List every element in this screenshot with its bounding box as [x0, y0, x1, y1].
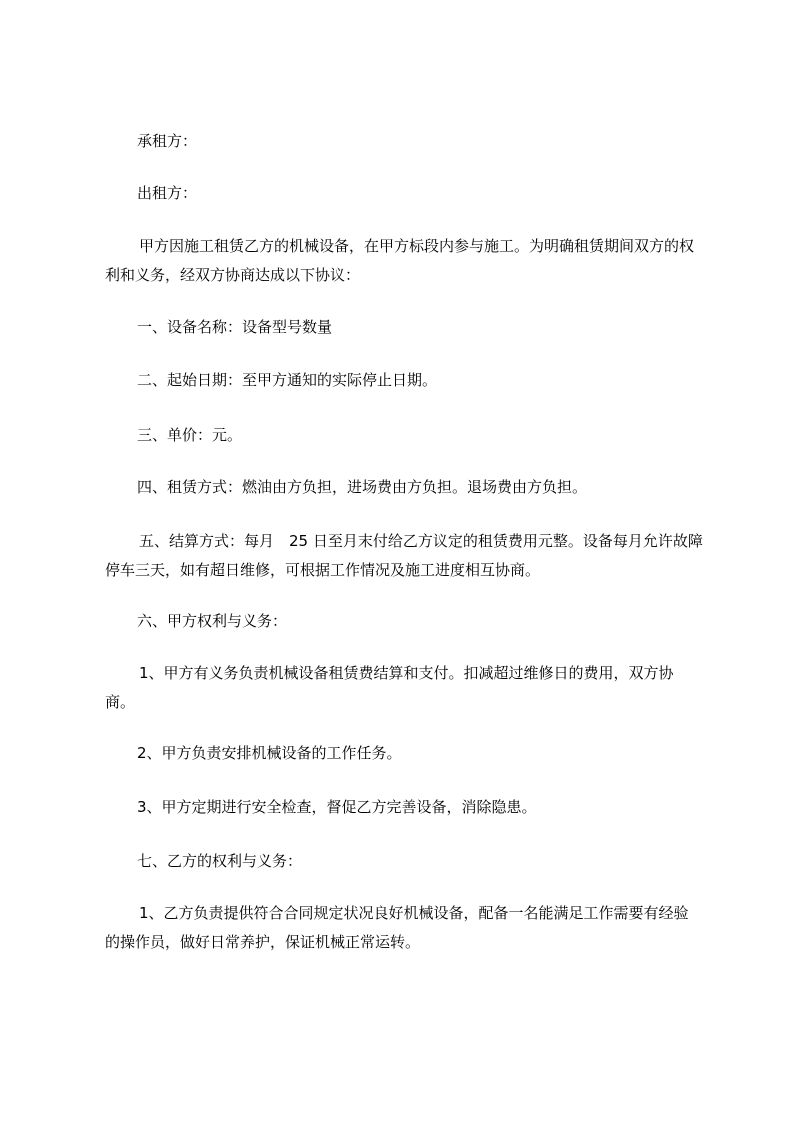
clause-5: 五、结算方式：每月 25 日至月末付给乙方议定的租赁费用元整。设备每月允许故障停车三天，如有超日维修，可根据工作情况及施工进度相互协商。	[105, 532, 703, 579]
clause-7-1: 1、乙方负责提供符合合同规定状况良好机械设备，配备一名能满足工作需要有经验的操作员，做好日常养护，保证机械正常运转。	[105, 904, 689, 951]
lessor-label: 出租方：	[137, 184, 198, 202]
clause-4: 四、租赁方式：燃油由方负担，进场费由方负担。退场费由方负担。	[137, 478, 588, 496]
intro-paragraph: 甲方因施工租赁乙方的机械设备，在甲方标段内参与施工。为明确租赁期间双方的权利和义务，经双方协商达成以下协议：	[105, 237, 695, 284]
clause-6-1: 1、甲方有义务负责机械设备租赁费结算和支付。扣减超过维修日的费用，双方协商。	[105, 664, 674, 711]
clause-6-2: 2、甲方负责安排机械设备的工作任务。	[137, 744, 402, 762]
clause-6-heading: 六、甲方权利与义务：	[137, 612, 288, 630]
clause-2: 二、起始日期：至甲方通知的实际停止日期。	[137, 371, 438, 389]
clause-1: 一、设备名称：设备型号数量	[137, 318, 333, 336]
clause-6-3: 3、甲方定期进行安全检查，督促乙方完善设备，消除隐患。	[137, 798, 537, 816]
clause-3: 三、单价：元。	[137, 426, 243, 444]
clause-7-heading: 七、乙方的权利与义务：	[137, 852, 303, 870]
lessee-label: 承租方：	[137, 132, 198, 150]
